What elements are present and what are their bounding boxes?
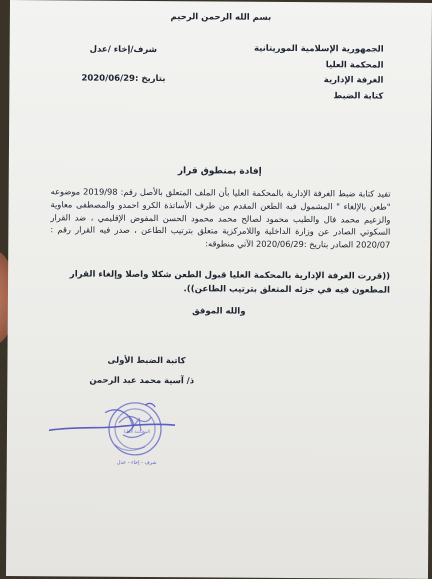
header-line-court: المحكمة العليا <box>325 59 384 71</box>
document-date: بتاريخ :2020/06/29 <box>81 73 166 85</box>
header-line-chamber: الغرفة الإدارية <box>323 75 384 86</box>
header-line-registry: كتابة الضبط <box>333 90 384 102</box>
verdict-text: ((قررت الغرفة الإدارية بالمحكمة العليا قبول الطعن شكلا واصلا وإلغاء القرار المطعون فيه في جزئه المتعلق بترتيب الطاعن)). <box>69 269 391 296</box>
official-stamp-and-signature <box>45 392 186 473</box>
institution-header <box>254 42 384 105</box>
header-line-country: الجمهورية الإسلامية الموريتانية <box>253 43 384 55</box>
document-title: إفادة بمنطوق قرار <box>177 166 262 177</box>
stamp-ink <box>49 402 175 455</box>
closing-phrase: والله الموفق <box>192 306 246 317</box>
body-paragraph: تفيد كتابة ضبط الغرفة الإدارية بالمحكمة العليا بأن الملف المتعلق بالأصل رقم: 2019/98 موضوعه "طعن بالإلغاء " المشمول فيه الطعن المقدم من طرف الأساتذة الكرو احمدو والمصطفى معاوية والزعيم محمد فال والطيب محمود لصالح محمد محمود الحسن المفوض الإقليمي ، ضد القرار السكوتي الصادر عن وزارة الداخلية واللامركزية متعلق بترتيب الطاعن ، صدر فيه القرار رقم : 2020/07 الصادر بتاريخ :2020/06/29 الآتي منطوقه: <box>50 186 391 250</box>
basmala: بسم الله الرحمن الرحيم <box>170 12 272 23</box>
motto-reference: شرف/إخاء /عدل <box>89 44 158 56</box>
signatory-name: ذ/ آسية محمد عبد الرحمن <box>89 374 195 386</box>
stamp-motto: شرف - إخاء - عدل <box>116 459 157 467</box>
stamp-caption: المحكمة العليا <box>123 429 151 435</box>
document-page <box>6 0 432 579</box>
signatory-title: كاتبة الضبط الأولى <box>107 354 186 366</box>
